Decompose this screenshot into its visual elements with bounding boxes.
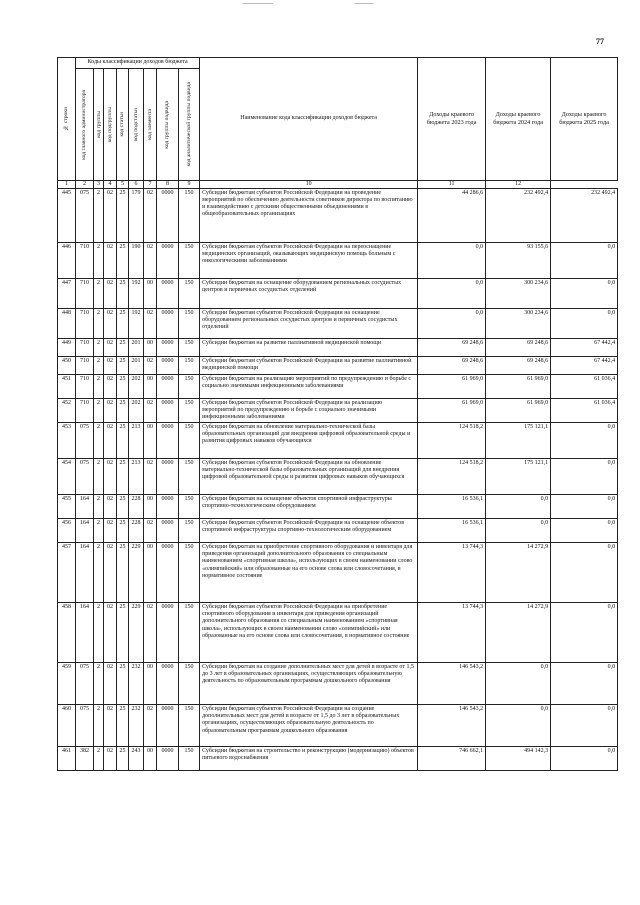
revenue-2024: 0,0 <box>486 519 551 543</box>
analytic-group-code: 150 <box>179 375 200 399</box>
revenue-2025: 0,0 <box>551 663 618 705</box>
admin-code: 710 <box>76 357 94 375</box>
group-code: 2 <box>94 309 104 339</box>
group-code: 2 <box>94 519 104 543</box>
admin-code: 075 <box>76 189 94 243</box>
admin-code: 164 <box>76 603 94 663</box>
revenue-2025: 0,0 <box>551 543 618 603</box>
column-number: 3 <box>94 181 104 189</box>
subtype-group-code: 0000 <box>157 399 179 423</box>
header-year-2024: Доходы краевого бюджета 2024 года <box>486 58 551 181</box>
analytic-group-code: 150 <box>179 279 200 309</box>
analytic-group-code: 150 <box>179 705 200 747</box>
revenue-name: Субсидии бюджетам субъектов Российской Федерации на проведение мероприятий по обеспечению деятельности советников директора по воспитанию и взаимодействию с детскими общественными объединениями в общеобразовательных организациях <box>200 189 418 243</box>
group-code: 2 <box>94 189 104 243</box>
revenue-name: Субсидии бюджетам на развитие паллиативной медицинской помощи <box>200 339 418 357</box>
scan-mark <box>243 3 273 4</box>
admin-code: 164 <box>76 495 94 519</box>
revenue-2024: 69 248,6 <box>486 357 551 375</box>
subgroup-code: 02 <box>104 543 117 603</box>
header-classification-group: Коды классификации доходов бюджета <box>76 58 200 69</box>
subtype-group-code: 0000 <box>157 279 179 309</box>
element-code: 00 <box>144 495 157 519</box>
element-code: 00 <box>144 663 157 705</box>
admin-code: 710 <box>76 339 94 357</box>
subtype-group-code: 0000 <box>157 375 179 399</box>
table-row <box>58 243 618 279</box>
element-code: 00 <box>144 423 157 459</box>
article-code: 25 <box>117 189 129 243</box>
analytic-group-code: 150 <box>179 663 200 705</box>
article-code: 25 <box>117 375 129 399</box>
element-code: 02 <box>144 459 157 495</box>
element-code: 00 <box>144 375 157 399</box>
admin-code: 710 <box>76 309 94 339</box>
analytic-group-code: 150 <box>179 243 200 279</box>
analytic-group-code: 150 <box>179 603 200 663</box>
subgroup-code: 02 <box>104 279 117 309</box>
subarticle-code: 232 <box>129 705 144 747</box>
row-number: 449 <box>58 339 76 357</box>
revenue-name: Субсидии бюджетам субъектов Российской Федерации на переоснащение медицинских организаций, оказывающих медицинскую помощь больным с онкологическими заболеваниями <box>200 243 418 279</box>
admin-code: 710 <box>76 279 94 309</box>
table-row <box>58 603 618 663</box>
article-code: 25 <box>117 399 129 423</box>
subtype-group-code: 0000 <box>157 423 179 459</box>
subtype-group-code: 0000 <box>157 603 179 663</box>
revenue-2025: 0,0 <box>551 519 618 543</box>
revenue-2024: 14 272,9 <box>486 543 551 603</box>
revenue-2024: 175 121,1 <box>486 459 551 495</box>
article-code: 25 <box>117 357 129 375</box>
revenue-name: Субсидии бюджетам субъектов Российской Федерации на создание дополнительных мест для детей в возрасте от 1,5 до 3 лет в образовательных организациях, осуществляющих образовательную деятельность по образовательным программам дошкольного образования <box>200 705 418 747</box>
subtype-group-code: 0000 <box>157 339 179 357</box>
row-number: 451 <box>58 375 76 399</box>
row-number: 447 <box>58 279 76 309</box>
table-row <box>58 747 618 771</box>
analytic-group-code: 150 <box>179 189 200 243</box>
header-year-2025: Доходы краевого бюджета 2025 года <box>551 58 618 181</box>
subarticle-code: 201 <box>129 339 144 357</box>
row-number: 461 <box>58 747 76 771</box>
analytic-group-code: 150 <box>179 423 200 459</box>
analytic-group-code: 150 <box>179 459 200 495</box>
revenue-name: Субсидии бюджетам на обновление материально-технической базы образовательных организаций для внедрения цифровой образовательной среды и развития цифровых навыков обучающихся <box>200 423 418 459</box>
column-number: 10 <box>200 181 418 189</box>
element-code: 02 <box>144 309 157 339</box>
group-code: 2 <box>94 459 104 495</box>
header-subtype-group-code: код группы подвида <box>157 69 179 181</box>
row-number: 458 <box>58 603 76 663</box>
subarticle-code: 213 <box>129 423 144 459</box>
table-row <box>58 375 618 399</box>
table-row <box>58 399 618 423</box>
group-code: 2 <box>94 423 104 459</box>
subarticle-code: 190 <box>129 243 144 279</box>
row-number: 446 <box>58 243 76 279</box>
revenue-2023: 146 543,2 <box>418 663 486 705</box>
subarticle-code: 179 <box>129 189 144 243</box>
revenue-name: Субсидии бюджетам субъектов Российской Федерации на реализацию мероприятий по предупреждению и борьбе с социально значимыми инфекционными заболеваниями <box>200 399 418 423</box>
column-number: 8 <box>157 181 179 189</box>
element-code: 00 <box>144 279 157 309</box>
header-article-code: код статьи <box>117 69 129 181</box>
revenue-2025: 232 492,4 <box>551 189 618 243</box>
article-code: 25 <box>117 495 129 519</box>
revenue-2023: 146 543,2 <box>418 705 486 747</box>
column-number: 9 <box>179 181 200 189</box>
element-code: 02 <box>144 189 157 243</box>
element-code: 02 <box>144 357 157 375</box>
revenue-name: Субсидии бюджетам субъектов Российской Федерации на приобретение спортивного оборудования и инвентаря для приведения организаций дополнительного образования со специальным наименованием «спортивная школа», использующих в своем наименовании слово «олимпийский» или образованные на его основе слова или словосочетания, в нормативное состояние <box>200 603 418 663</box>
article-code: 25 <box>117 459 129 495</box>
subarticle-code: 229 <box>129 543 144 603</box>
admin-code: 075 <box>76 423 94 459</box>
revenue-2024: 93 155,6 <box>486 243 551 279</box>
revenue-2024: 61 969,0 <box>486 375 551 399</box>
analytic-group-code: 150 <box>179 309 200 339</box>
revenue-2023: 61 969,0 <box>418 399 486 423</box>
revenue-2023: 746 662,1 <box>418 747 486 771</box>
revenue-2025: 0,0 <box>551 459 618 495</box>
subgroup-code: 02 <box>104 519 117 543</box>
revenue-2024: 0,0 <box>486 705 551 747</box>
article-code: 25 <box>117 243 129 279</box>
revenue-2023: 16 536,1 <box>418 519 486 543</box>
revenue-2025: 0,0 <box>551 243 618 279</box>
group-code: 2 <box>94 375 104 399</box>
header-row-no: № строки <box>58 58 76 181</box>
table-row <box>58 459 618 495</box>
revenue-2024: 232 492,4 <box>486 189 551 243</box>
table-row <box>58 339 618 357</box>
revenue-2023: 69 248,6 <box>418 357 486 375</box>
revenue-name: Субсидии бюджетам субъектов Российской Федерации на развитие паллиативной медицинской помощи <box>200 357 418 375</box>
row-number: 452 <box>58 399 76 423</box>
table-row <box>58 357 618 375</box>
subgroup-code: 02 <box>104 603 117 663</box>
subgroup-code: 02 <box>104 705 117 747</box>
analytic-group-code: 150 <box>179 519 200 543</box>
row-number: 455 <box>58 495 76 519</box>
analytic-group-code: 150 <box>179 495 200 519</box>
revenue-2023: 124 518,2 <box>418 459 486 495</box>
revenue-name: Субсидии бюджетам на приобретение спортивного оборудования и инвентаря для приведения организаций дополнительного образования со специальным наименованием «спортивная школа», использующих в своем наименовании слово «олимпийский» или образованные на его основе слова или словосочетания, в нормативное состояние <box>200 543 418 603</box>
group-code: 2 <box>94 495 104 519</box>
row-number: 448 <box>58 309 76 339</box>
group-code: 2 <box>94 243 104 279</box>
revenue-2024: 69 248,6 <box>486 339 551 357</box>
column-number: 6 <box>129 181 144 189</box>
subtype-group-code: 0000 <box>157 705 179 747</box>
subarticle-code: 228 <box>129 519 144 543</box>
row-number: 453 <box>58 423 76 459</box>
revenue-2023: 13 744,3 <box>418 603 486 663</box>
table-row <box>58 543 618 603</box>
element-code: 02 <box>144 603 157 663</box>
revenue-2023: 0,0 <box>418 243 486 279</box>
article-code: 25 <box>117 339 129 357</box>
column-number: 4 <box>104 181 117 189</box>
revenue-2025: 0,0 <box>551 603 618 663</box>
admin-code: 710 <box>76 375 94 399</box>
revenue-name: Субсидии бюджетам на строительство и реконструкцию (модернизацию) объектов питьевого водоснабжения <box>200 747 418 771</box>
element-code: 02 <box>144 399 157 423</box>
header-analytic-group-code: код аналитической группы подвида <box>179 69 200 181</box>
analytic-group-code: 150 <box>179 399 200 423</box>
admin-code: 164 <box>76 519 94 543</box>
column-number: 7 <box>144 181 157 189</box>
revenue-2025: 0,0 <box>551 747 618 771</box>
table-row <box>58 189 618 243</box>
subgroup-code: 02 <box>104 309 117 339</box>
header-year-2023: Доходы краевого бюджета 2023 года <box>418 58 486 181</box>
admin-code: 075 <box>76 705 94 747</box>
element-code: 02 <box>144 243 157 279</box>
subgroup-code: 02 <box>104 357 117 375</box>
subarticle-code: 192 <box>129 309 144 339</box>
subarticle-code: 202 <box>129 375 144 399</box>
column-number: 11 <box>418 181 486 189</box>
admin-code: 710 <box>76 399 94 423</box>
revenue-name: Субсидии бюджетам субъектов Российской Федерации на оснащение оборудованием региональных сосудистых центров и первичных сосудистых отделений <box>200 309 418 339</box>
admin-code: 075 <box>76 459 94 495</box>
article-code: 25 <box>117 603 129 663</box>
column-number-row <box>58 181 618 189</box>
subtype-group-code: 0000 <box>157 747 179 771</box>
subtype-group-code: 0000 <box>157 519 179 543</box>
admin-code: 075 <box>76 663 94 705</box>
table-row <box>58 279 618 309</box>
table-row <box>58 309 618 339</box>
revenue-2023: 13 744,3 <box>418 543 486 603</box>
group-code: 2 <box>94 603 104 663</box>
revenue-2025: 67 442,4 <box>551 357 618 375</box>
page-number: 77 <box>596 37 604 46</box>
element-code: 02 <box>144 519 157 543</box>
subtype-group-code: 0000 <box>157 543 179 603</box>
article-code: 25 <box>117 309 129 339</box>
subtype-group-code: 0000 <box>157 495 179 519</box>
subgroup-code: 02 <box>104 747 117 771</box>
analytic-group-code: 150 <box>179 543 200 603</box>
revenue-2023: 124 518,2 <box>418 423 486 459</box>
table-row <box>58 519 618 543</box>
subarticle-code: 232 <box>129 663 144 705</box>
subtype-group-code: 0000 <box>157 309 179 339</box>
table-row <box>58 663 618 705</box>
element-code: 02 <box>144 705 157 747</box>
revenue-table <box>57 57 618 771</box>
revenue-2023: 0,0 <box>418 309 486 339</box>
header-name: Наименование кода классификации доходов бюджета <box>200 58 418 181</box>
revenue-2024: 14 272,9 <box>486 603 551 663</box>
table-row <box>58 705 618 747</box>
revenue-name: Субсидии бюджетам субъектов Российской Федерации на оснащение объектов спортивной инфраструктуры спортивно-технологическим оборудованием <box>200 519 418 543</box>
admin-code: 164 <box>76 543 94 603</box>
scan-mark <box>355 3 373 4</box>
revenue-2025: 61 036,4 <box>551 375 618 399</box>
subtype-group-code: 0000 <box>157 663 179 705</box>
subarticle-code: 229 <box>129 603 144 663</box>
analytic-group-code: 150 <box>179 747 200 771</box>
subarticle-code: 201 <box>129 357 144 375</box>
revenue-2024: 494 142,3 <box>486 747 551 771</box>
revenue-2025: 0,0 <box>551 705 618 747</box>
header-subarticle-code: код подстатьи <box>129 69 144 181</box>
subgroup-code: 02 <box>104 495 117 519</box>
admin-code: 710 <box>76 243 94 279</box>
revenue-name: Субсидии бюджетам на создание дополнительных мест для детей в возрасте от 1,5 до 3 лет в образовательных организациях, осуществляющих образовательную деятельность по образовательным программам дошкольного образования <box>200 663 418 705</box>
row-number: 457 <box>58 543 76 603</box>
table-row <box>58 423 618 459</box>
group-code: 2 <box>94 543 104 603</box>
revenue-2024: 175 121,1 <box>486 423 551 459</box>
header-admin-code: код главного администратора <box>76 69 94 181</box>
subarticle-code: 213 <box>129 459 144 495</box>
subgroup-code: 02 <box>104 189 117 243</box>
subtype-group-code: 0000 <box>157 189 179 243</box>
row-number: 456 <box>58 519 76 543</box>
revenue-2024: 0,0 <box>486 663 551 705</box>
article-code: 25 <box>117 423 129 459</box>
subtype-group-code: 0000 <box>157 357 179 375</box>
revenue-2025: 0,0 <box>551 309 618 339</box>
revenue-name: Субсидии бюджетам на реализацию мероприятий по предупреждению и борьбе с социально значимыми инфекционными заболеваниями <box>200 375 418 399</box>
header-group-code: код группы <box>94 69 104 181</box>
element-code: 00 <box>144 339 157 357</box>
header-element-code: код элемента <box>144 69 157 181</box>
group-code: 2 <box>94 357 104 375</box>
revenue-2025: 61 036,4 <box>551 399 618 423</box>
article-code: 25 <box>117 279 129 309</box>
element-code: 00 <box>144 543 157 603</box>
article-code: 25 <box>117 705 129 747</box>
revenue-2023: 16 536,1 <box>418 495 486 519</box>
revenue-2023: 44 286,6 <box>418 189 486 243</box>
column-number: 1 <box>58 181 76 189</box>
column-number: 12 <box>486 181 551 189</box>
subgroup-code: 02 <box>104 339 117 357</box>
row-number: 460 <box>58 705 76 747</box>
article-code: 25 <box>117 519 129 543</box>
revenue-2025: 67 442,4 <box>551 339 618 357</box>
subarticle-code: 228 <box>129 495 144 519</box>
element-code: 00 <box>144 747 157 771</box>
article-code: 25 <box>117 543 129 603</box>
analytic-group-code: 150 <box>179 339 200 357</box>
admin-code: 382 <box>76 747 94 771</box>
row-number: 454 <box>58 459 76 495</box>
revenue-name: Субсидии бюджетам субъектов Российской Федерации на обновление материально-технической базы образовательных организаций для внедрения цифровой образовательной среды и развития цифровых навыков обучающихся <box>200 459 418 495</box>
revenue-name: Субсидии бюджетам на оснащение объектов спортивной инфраструктуры спортивно-технологическим оборудованием <box>200 495 418 519</box>
group-code: 2 <box>94 399 104 423</box>
group-code: 2 <box>94 663 104 705</box>
revenue-2024: 61 969,0 <box>486 399 551 423</box>
table-row <box>58 495 618 519</box>
revenue-2024: 300 234,6 <box>486 279 551 309</box>
row-number: 459 <box>58 663 76 705</box>
subtype-group-code: 0000 <box>157 243 179 279</box>
subgroup-code: 02 <box>104 375 117 399</box>
revenue-name: Субсидии бюджетам на оснащение оборудованием региональных сосудистых центров и первичных сосудистых отделений <box>200 279 418 309</box>
subtype-group-code: 0000 <box>157 459 179 495</box>
revenue-2025: 0,0 <box>551 279 618 309</box>
group-code: 2 <box>94 339 104 357</box>
revenue-2025: 0,0 <box>551 423 618 459</box>
header-subgroup-code: код подгруппы <box>104 69 117 181</box>
subgroup-code: 02 <box>104 459 117 495</box>
revenue-2024: 300 234,6 <box>486 309 551 339</box>
row-number: 445 <box>58 189 76 243</box>
analytic-group-code: 150 <box>179 357 200 375</box>
group-code: 2 <box>94 279 104 309</box>
row-number: 450 <box>58 357 76 375</box>
column-number: 5 <box>117 181 129 189</box>
revenue-2023: 69 248,6 <box>418 339 486 357</box>
article-code: 25 <box>117 663 129 705</box>
article-code: 25 <box>117 747 129 771</box>
subarticle-code: 192 <box>129 279 144 309</box>
subgroup-code: 02 <box>104 399 117 423</box>
subarticle-code: 243 <box>129 747 144 771</box>
revenue-2023: 61 969,0 <box>418 375 486 399</box>
subgroup-code: 02 <box>104 423 117 459</box>
revenue-2025: 0,0 <box>551 495 618 519</box>
subgroup-code: 02 <box>104 243 117 279</box>
group-code: 2 <box>94 747 104 771</box>
revenue-2023: 0,0 <box>418 279 486 309</box>
subarticle-code: 202 <box>129 399 144 423</box>
group-code: 2 <box>94 705 104 747</box>
subgroup-code: 02 <box>104 663 117 705</box>
column-number: 2 <box>76 181 94 189</box>
revenue-2024: 0,0 <box>486 495 551 519</box>
